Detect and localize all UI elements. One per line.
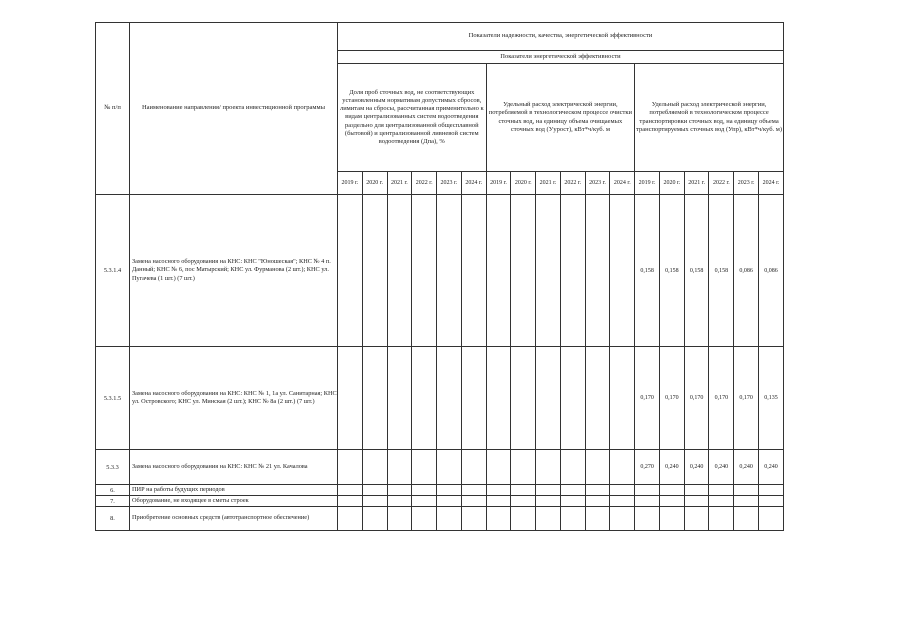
empty-cell	[511, 507, 536, 531]
year-header: 2024 г.	[461, 172, 486, 195]
empty-cell	[387, 450, 412, 485]
value-cell: 0,158	[684, 195, 709, 347]
empty-cell	[486, 507, 511, 531]
row-number: 8.	[96, 507, 130, 531]
empty-cell	[387, 507, 412, 531]
empty-cell	[536, 195, 561, 347]
empty-cell	[461, 485, 486, 496]
value-cell: 0,270	[635, 450, 660, 485]
empty-cell	[610, 507, 635, 531]
empty-cell	[437, 450, 462, 485]
empty-cell	[461, 507, 486, 531]
row-number: 5.3.1.5	[96, 347, 130, 450]
year-header: 2022 г.	[412, 172, 437, 195]
table-row	[96, 195, 784, 347]
indicator-header-transport-energy: Удельный расход электрической энергии, потребляемой в технологическом процессе транспортировки сточных вод, на единицу объема транспортируемых сточных вод (Упр), кВт*ч/куб. м)	[635, 64, 784, 172]
empty-cell	[437, 485, 462, 496]
row-number: 5.3.3	[96, 450, 130, 485]
value-cell	[709, 507, 734, 531]
empty-cell	[387, 195, 412, 347]
value-cell: 0,170	[635, 347, 660, 450]
value-cell: 0,240	[659, 450, 684, 485]
empty-cell	[486, 485, 511, 496]
empty-cell	[387, 485, 412, 496]
value-cell	[759, 496, 784, 507]
value-cell	[684, 496, 709, 507]
empty-cell	[437, 507, 462, 531]
empty-cell	[610, 450, 635, 485]
value-cell	[659, 496, 684, 507]
empty-cell	[560, 507, 585, 531]
value-cell	[759, 507, 784, 531]
empty-cell	[338, 450, 363, 485]
empty-cell	[437, 347, 462, 450]
year-header: 2020 г.	[511, 172, 536, 195]
year-header: 2021 г.	[387, 172, 412, 195]
document-page	[95, 22, 783, 531]
empty-cell	[560, 450, 585, 485]
empty-cell	[486, 347, 511, 450]
empty-cell	[560, 485, 585, 496]
empty-cell	[560, 496, 585, 507]
empty-cell	[511, 450, 536, 485]
empty-cell	[338, 195, 363, 347]
empty-cell	[610, 347, 635, 450]
empty-cell	[560, 347, 585, 450]
empty-cell	[437, 195, 462, 347]
indicator-header-treatment-energy: Удельный расход электрической энергии, потребляемой в технологическом процессе очистки сточных вод, на единицу объема очищаемых сточных вод (Уурост), кВт*ч/куб. м	[486, 64, 635, 172]
empty-cell	[585, 450, 610, 485]
value-cell: 0,158	[635, 195, 660, 347]
empty-cell	[412, 450, 437, 485]
table-row	[96, 347, 784, 450]
year-header: 2023 г.	[585, 172, 610, 195]
empty-cell	[536, 347, 561, 450]
row-name: Замена насосного оборудования на КНС: КНС "Юношеская"; КНС № 4 п. Данный; КНС № 6, пос Матырский; КНС ул. Фурманова (2 шт.); КНС ул. Пугачева (1 шт.) (7 шт.)	[130, 195, 338, 347]
empty-cell	[362, 450, 387, 485]
row-name: Замена насосного оборудования на КНС: КНС № 21 ул. Качалова	[130, 450, 338, 485]
value-cell	[709, 496, 734, 507]
year-header: 2019 г.	[486, 172, 511, 195]
year-header: 2021 г.	[684, 172, 709, 195]
value-cell: 0,086	[759, 195, 784, 347]
empty-cell	[486, 450, 511, 485]
empty-cell	[362, 485, 387, 496]
row-number: 5.3.1.4	[96, 195, 130, 347]
empty-cell	[585, 195, 610, 347]
empty-cell	[412, 485, 437, 496]
value-cell: 0,170	[734, 347, 759, 450]
table-row	[96, 496, 784, 507]
empty-cell	[585, 496, 610, 507]
empty-cell	[536, 507, 561, 531]
empty-cell	[437, 496, 462, 507]
row-name: Приобретение основных средств (автотранспортное обеспечение)	[130, 507, 338, 531]
year-header: 2023 г.	[437, 172, 462, 195]
value-cell	[659, 485, 684, 496]
col-header-number: № п/п	[96, 23, 130, 195]
value-cell: 0,158	[659, 195, 684, 347]
empty-cell	[362, 195, 387, 347]
row-number: 6.	[96, 485, 130, 496]
value-cell	[709, 485, 734, 496]
empty-cell	[585, 347, 610, 450]
value-cell	[734, 485, 759, 496]
empty-cell	[511, 496, 536, 507]
year-header: 2023 г.	[734, 172, 759, 195]
empty-cell	[412, 507, 437, 531]
empty-cell	[338, 496, 363, 507]
empty-cell	[461, 347, 486, 450]
value-cell: 0,135	[759, 347, 784, 450]
value-cell	[635, 507, 660, 531]
value-cell	[684, 507, 709, 531]
value-cell	[734, 507, 759, 531]
row-number: 7.	[96, 496, 130, 507]
empty-cell	[412, 347, 437, 450]
subgroup-header-energy: Показатели энергетической эффективности	[338, 51, 784, 64]
value-cell	[684, 485, 709, 496]
empty-cell	[338, 507, 363, 531]
empty-cell	[511, 485, 536, 496]
year-header: 2024 г.	[610, 172, 635, 195]
value-cell	[759, 485, 784, 496]
table-row	[96, 485, 784, 496]
group-header-reliability: Показатели надежности, качества, энергетической эффективности	[338, 23, 784, 51]
empty-cell	[412, 195, 437, 347]
year-header: 2020 г.	[362, 172, 387, 195]
year-header: 2022 г.	[709, 172, 734, 195]
year-header: 2022 г.	[560, 172, 585, 195]
empty-cell	[560, 195, 585, 347]
empty-cell	[536, 485, 561, 496]
empty-cell	[338, 485, 363, 496]
empty-cell	[461, 450, 486, 485]
empty-cell	[412, 496, 437, 507]
value-cell	[734, 496, 759, 507]
value-cell: 0,240	[734, 450, 759, 485]
table-row	[96, 507, 784, 531]
value-cell: 0,170	[684, 347, 709, 450]
empty-cell	[610, 485, 635, 496]
year-header: 2024 г.	[759, 172, 784, 195]
value-cell	[635, 485, 660, 496]
empty-cell	[511, 195, 536, 347]
value-cell	[659, 507, 684, 531]
empty-cell	[338, 347, 363, 450]
indicator-header-samples: Доля проб сточных вод, не соответствующих установленным нормативам допустимых сбросов, лимитам на сбросы, рассчитанная применительно к видам централизованных систем водоотведения раздельно для централизованной общесплавной (бытовой) и централизованной ливневой систем водоотведения (Дпа), %	[338, 64, 487, 172]
year-header: 2019 г.	[338, 172, 363, 195]
col-header-name: Наименование направления/ проекта инвестиционной программы	[130, 23, 338, 195]
table-row	[96, 450, 784, 485]
empty-cell	[387, 347, 412, 450]
year-header: 2021 г.	[536, 172, 561, 195]
row-name: Замена насосного оборудования на КНС: КНС № 1, 1а ул. Санитарная; КНС ул. Островского; КНС ул. Минская (2 шт.); КНС № 8а (2 шт.) (7 шт.)	[130, 347, 338, 450]
empty-cell	[536, 450, 561, 485]
empty-cell	[486, 496, 511, 507]
investment-program-table	[95, 22, 784, 531]
value-cell	[635, 496, 660, 507]
row-name: ПИР на работы будущих периодов	[130, 485, 338, 496]
value-cell: 0,170	[709, 347, 734, 450]
value-cell: 0,240	[684, 450, 709, 485]
value-cell: 0,170	[659, 347, 684, 450]
empty-cell	[536, 496, 561, 507]
empty-cell	[461, 195, 486, 347]
empty-cell	[610, 496, 635, 507]
value-cell: 0,240	[709, 450, 734, 485]
empty-cell	[486, 195, 511, 347]
row-name: Оборудование, не входящее в сметы строек	[130, 496, 338, 507]
empty-cell	[585, 485, 610, 496]
empty-cell	[362, 347, 387, 450]
value-cell: 0,086	[734, 195, 759, 347]
empty-cell	[511, 347, 536, 450]
year-header: 2020 г.	[659, 172, 684, 195]
empty-cell	[461, 496, 486, 507]
empty-cell	[362, 507, 387, 531]
empty-cell	[362, 496, 387, 507]
value-cell: 0,240	[759, 450, 784, 485]
empty-cell	[610, 195, 635, 347]
value-cell: 0,158	[709, 195, 734, 347]
year-header: 2019 г.	[635, 172, 660, 195]
empty-cell	[387, 496, 412, 507]
empty-cell	[585, 507, 610, 531]
